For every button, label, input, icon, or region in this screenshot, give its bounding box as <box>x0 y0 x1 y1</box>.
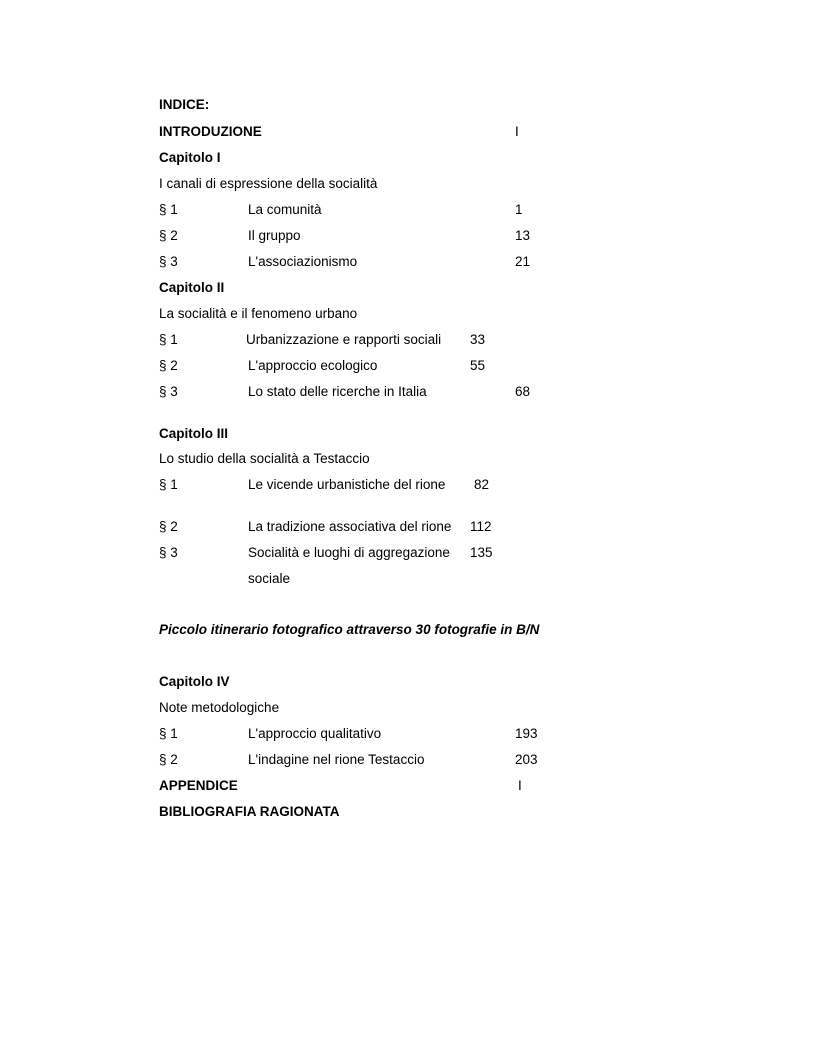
chapter-1-section-3-title: L'associazionismo <box>248 254 358 269</box>
chapter-3-subtitle: Lo studio della socialità a Testaccio <box>159 451 370 466</box>
chapter-2-section-2-num: § 2 <box>159 358 178 373</box>
chapter-2-label: Capitolo II <box>159 280 225 295</box>
chapter-3-section-1-title: Le vicende urbanistiche del rione <box>248 477 446 492</box>
chapter-1-section-2-title: Il gruppo <box>248 228 301 243</box>
chapter-4-subtitle: Note metodologiche <box>159 700 280 715</box>
chapter-2-section-3-num: § 3 <box>159 384 178 399</box>
chapter-4-section-2-title: L'indagine nel rione Testaccio <box>248 752 425 767</box>
chapter-3-section-3-num: § 3 <box>159 545 178 560</box>
chapter-4-section-2-page: 203 <box>515 752 538 767</box>
chapter-1-label: Capitolo I <box>159 150 221 165</box>
photo-itinerary-entry: Piccolo itinerario fotografico attraverso 30 fotografie in B/N <box>159 622 540 637</box>
chapter-4-section-1-page: 193 <box>515 726 538 741</box>
chapter-2-section-3-title: Lo stato delle ricerche in Italia <box>248 384 427 399</box>
chapter-1-section-3-page: 21 <box>515 254 531 269</box>
toc-appendice-title: APPENDICE <box>159 778 238 793</box>
chapter-3-section-3-title: Socialità e luoghi di aggregazione <box>248 545 450 560</box>
chapter-4-section-1-title: L'approccio qualitativo <box>248 726 382 741</box>
chapter-1-section-1-num: § 1 <box>159 202 178 217</box>
chapter-2-section-2-page: 55 <box>470 358 486 373</box>
chapter-2-section-1-num: § 1 <box>159 332 178 347</box>
chapter-1-section-3-num: § 3 <box>159 254 178 269</box>
chapter-2-section-3-page: 68 <box>515 384 531 399</box>
chapter-4-section-2-num: § 2 <box>159 752 178 767</box>
chapter-3-section-2-num: § 2 <box>159 519 178 534</box>
chapter-3-section-1-num: § 1 <box>159 477 178 492</box>
toc-appendice-page: I <box>518 778 522 793</box>
chapter-3-section-1-page: 82 <box>474 477 490 492</box>
toc-introduzione-page: I <box>515 124 519 139</box>
chapter-3-section-3-title-continuation: sociale <box>248 571 291 586</box>
toc-heading: INDICE: <box>159 97 210 112</box>
chapter-2-section-2-title: L'approccio ecologico <box>248 358 378 373</box>
chapter-4-label: Capitolo IV <box>159 674 230 689</box>
chapter-3-label: Capitolo III <box>159 426 228 441</box>
chapter-1-section-1-page: 1 <box>515 202 523 217</box>
chapter-4-section-1-num: § 1 <box>159 726 178 741</box>
toc-introduzione-title: INTRODUZIONE <box>159 124 262 139</box>
chapter-1-subtitle: I canali di espressione della socialità <box>159 176 378 191</box>
chapter-3-section-3-page: 135 <box>470 545 493 560</box>
chapter-3-section-2-title: La tradizione associativa del rione <box>248 519 452 534</box>
chapter-2-section-1-title: Urbanizzazione e rapporti sociali <box>246 332 442 347</box>
chapter-1-section-1-title: La comunità <box>248 202 322 217</box>
chapter-2-section-1-page: 33 <box>470 332 486 347</box>
chapter-1-section-2-page: 13 <box>515 228 531 243</box>
toc-bibliografia: BIBLIOGRAFIA RAGIONATA <box>159 804 340 819</box>
chapter-2-subtitle: La socialità e il fenomeno urbano <box>159 306 358 321</box>
chapter-3-section-2-page: 112 <box>470 519 492 534</box>
chapter-1-section-2-num: § 2 <box>159 228 178 243</box>
